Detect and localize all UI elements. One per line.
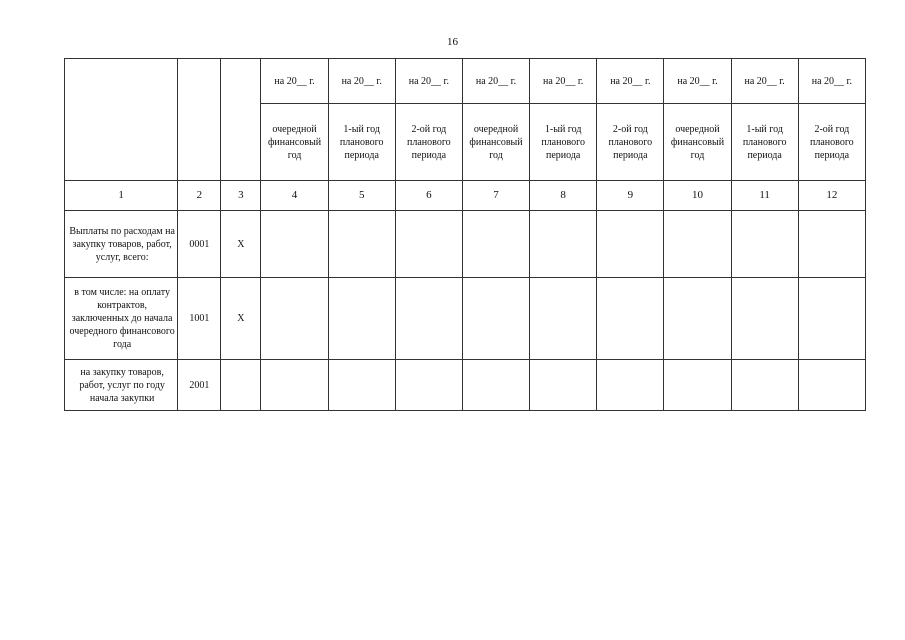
- value-cell[interactable]: [530, 278, 597, 360]
- year-label-cell: на 20__ г.: [597, 59, 664, 104]
- year-label-cell: на 20__ г.: [731, 59, 798, 104]
- value-cell[interactable]: [664, 211, 731, 278]
- value-cell[interactable]: [530, 211, 597, 278]
- row-code: 2001: [178, 360, 221, 411]
- column-number: 12: [798, 181, 865, 211]
- period-label-cell: [261, 104, 328, 181]
- value-cell[interactable]: [462, 360, 529, 411]
- value-cell[interactable]: [395, 211, 462, 278]
- value-cell[interactable]: [395, 278, 462, 360]
- value-cell[interactable]: [328, 211, 395, 278]
- value-cell[interactable]: [395, 360, 462, 411]
- column-number: 5: [328, 181, 395, 211]
- header-blank-cell: [178, 59, 221, 181]
- year-label-cell: на 20__ г.: [261, 59, 328, 104]
- row-col3: X: [221, 278, 261, 360]
- year-label-cell: на 20__ г.: [462, 59, 529, 104]
- payments-table: [64, 58, 866, 411]
- column-number: 2: [178, 181, 221, 211]
- period-label-cell: [530, 104, 597, 181]
- period-label: очередной финансовый год: [469, 123, 523, 161]
- value-cell[interactable]: [664, 278, 731, 360]
- row-name: на закупку товаров, работ, услуг по году начала закупки: [65, 360, 178, 411]
- row-name: в том числе: на оплату контрактов, заключенных до начала очередного финансового года: [65, 278, 178, 360]
- header-blank-cell: [65, 59, 178, 181]
- period-label: 2-ой год планового периода: [407, 123, 451, 161]
- period-label: 2-ой год планового периода: [608, 123, 653, 161]
- value-cell[interactable]: [261, 360, 328, 411]
- period-label-cell: [731, 104, 798, 181]
- value-cell[interactable]: [731, 278, 798, 360]
- header-blank-cell: [221, 59, 261, 181]
- column-number: 6: [395, 181, 462, 211]
- value-cell[interactable]: [462, 211, 529, 278]
- period-label: 1-ый год планового периода: [742, 123, 787, 161]
- period-label: 1-ый год планового периода: [541, 123, 585, 161]
- column-number-row: [65, 181, 866, 211]
- row-col3: X: [221, 211, 261, 278]
- period-label-cell: [597, 104, 664, 181]
- column-number: 8: [530, 181, 597, 211]
- column-number: 10: [664, 181, 731, 211]
- value-cell[interactable]: [328, 278, 395, 360]
- column-number: 1: [65, 181, 178, 211]
- row-code: 1001: [178, 278, 221, 360]
- value-cell[interactable]: [731, 211, 798, 278]
- column-number: 11: [731, 181, 798, 211]
- row-name: Выплаты по расходам на закупку товаров, работ, услуг, всего:: [65, 211, 178, 278]
- row-col3: [221, 360, 261, 411]
- period-label: 1-ый год планового периода: [339, 123, 384, 161]
- value-cell[interactable]: [597, 278, 664, 360]
- value-cell[interactable]: [530, 360, 597, 411]
- period-label: 2-ой год планового периода: [810, 123, 854, 161]
- row-code: 0001: [178, 211, 221, 278]
- period-label-cell: [664, 104, 731, 181]
- table-row: [65, 211, 866, 278]
- period-label: очередной финансовый год: [670, 123, 725, 161]
- period-label: очередной финансовый год: [267, 123, 322, 161]
- value-cell[interactable]: [664, 360, 731, 411]
- value-cell[interactable]: [798, 211, 865, 278]
- year-label-cell: на 20__ г.: [530, 59, 597, 104]
- column-number: 3: [221, 181, 261, 211]
- period-label-cell: [328, 104, 395, 181]
- column-number: 9: [597, 181, 664, 211]
- value-cell[interactable]: [597, 360, 664, 411]
- column-number: 4: [261, 181, 328, 211]
- period-label-cell: [462, 104, 529, 181]
- column-number: 7: [462, 181, 529, 211]
- period-label-cell: [798, 104, 865, 181]
- table-row: [65, 360, 866, 411]
- value-cell[interactable]: [798, 360, 865, 411]
- table-row: [65, 278, 866, 360]
- header-year-row: [65, 59, 866, 104]
- period-label-cell: [395, 104, 462, 181]
- value-cell[interactable]: [597, 211, 664, 278]
- year-label-cell: на 20__ г.: [798, 59, 865, 104]
- value-cell[interactable]: [261, 278, 328, 360]
- year-label-cell: на 20__ г.: [664, 59, 731, 104]
- value-cell[interactable]: [328, 360, 395, 411]
- value-cell[interactable]: [731, 360, 798, 411]
- year-label-cell: на 20__ г.: [328, 59, 395, 104]
- year-label-cell: на 20__ г.: [395, 59, 462, 104]
- page-number: 16: [447, 36, 458, 48]
- value-cell[interactable]: [798, 278, 865, 360]
- value-cell[interactable]: [261, 211, 328, 278]
- value-cell[interactable]: [462, 278, 529, 360]
